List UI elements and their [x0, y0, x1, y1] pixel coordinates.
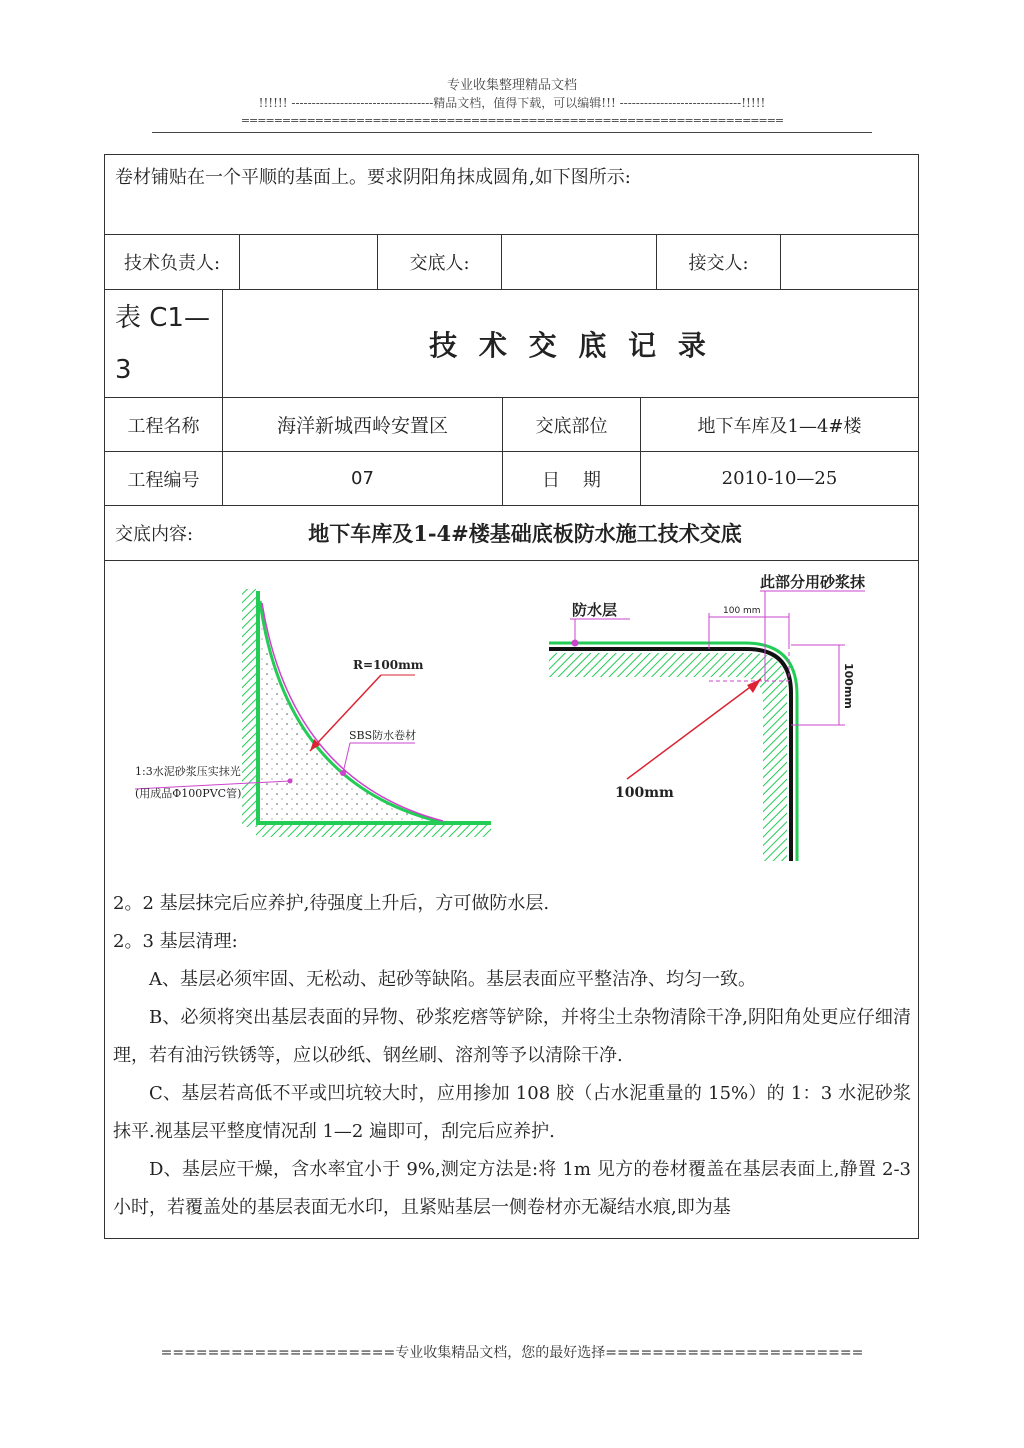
dim-side-label: 100mm — [842, 663, 855, 709]
paragraph-a: A、基层必须牢固、无松动、起砂等缺陷。基层表面应平整洁净、均匀一致。 — [149, 969, 756, 990]
intro-text: 卷材铺贴在一个平顺的基面上。要求阴阳角抹成圆角,如下图所示: — [115, 167, 631, 188]
paragraph-2-3: 2。3 基层清理: — [113, 931, 238, 952]
content-title: 地下车库及1-4#楼基础底板防水施工技术交底 — [308, 521, 742, 546]
date-label: 日 期 — [503, 452, 641, 505]
radius-label: R=100mm — [353, 658, 424, 672]
project-number-row — [105, 452, 918, 506]
discloser-label: 交底人: — [378, 235, 502, 289]
tech-lead-field[interactable] — [240, 235, 378, 289]
header-rule: ================================================================== — [240, 114, 784, 127]
wall-hatch — [242, 589, 256, 827]
tech-lead-label: 技术负责人: — [105, 235, 240, 289]
date-value: 2010-10—25 — [721, 468, 838, 489]
receiver-label: 接交人: — [657, 235, 781, 289]
disclosure-form — [104, 154, 919, 1239]
intro-row — [105, 155, 918, 235]
project-name-label: 工程名称 — [105, 398, 223, 451]
footer-banner: ====================专业收集精品文档，您的最好选择====================== — [160, 1345, 864, 1361]
project-number-value: 07 — [223, 452, 503, 505]
corner-diagrams — [105, 561, 918, 876]
outside-corner-diagram — [549, 573, 866, 861]
disclosure-part-value: 地下车库及1—4#楼 — [697, 415, 862, 437]
title-row — [105, 290, 918, 398]
project-name-value: 海洋新城西岭安置区 — [223, 398, 503, 451]
paragraph-c: C、基层若高低不平或凹坑较大时，应用掺加 108 胶（占水泥重量的 15%）的 1：3 水泥砂浆抹平.视基层平整度情况刮 1—2 遍即可，刮完后应养护. — [113, 1083, 911, 1142]
paragraph-d: D、基层应干燥，含水率宜小于 9%,测定方法是:将 1m 见方的卷材覆盖在基层表面上,静置 2-3 小时，若覆盖处的基层表面无水印，且紧贴基层一侧卷材亦无凝结水痕,即为基 — [113, 1159, 911, 1218]
paragraph-b: B、必须将突出基层表面的异物、砂浆疙瘩等铲除，并将尘土杂物清除干净,阴阳角处更应仔细清理，若有油污铁锈等，应以砂纸、钢丝刷、溶剂等予以清除干净. — [113, 1007, 911, 1066]
waterproof-label: 防水层 — [572, 601, 618, 619]
form-code-line1: 表 C1— — [115, 302, 210, 333]
form-code-line2: 3 — [115, 354, 132, 385]
form-code — [105, 290, 223, 397]
outside-radius-label: 100mm — [615, 785, 674, 801]
mortar-label-line1: 1:3水泥砂浆压实抹光 — [135, 765, 241, 778]
receiver-field[interactable] — [781, 235, 918, 289]
disclosure-part-label: 交底部位 — [503, 398, 641, 451]
outside-radius-leader — [627, 679, 761, 779]
body-text — [113, 885, 911, 1227]
content-title-row — [105, 506, 918, 561]
header-banner: !!!!!! -----------------------------------精品文档，值得下载，可以编辑!!! ------------------------------!!!!! — [258, 96, 766, 110]
figure-area — [105, 561, 918, 876]
mortar-fill — [258, 601, 445, 823]
project-name-row — [105, 398, 918, 452]
project-number-label: 工程编号 — [105, 452, 223, 505]
mortar-label-line2: (用成品Φ100PVC管) — [135, 787, 242, 800]
signature-row — [105, 235, 918, 290]
floor-hatch — [256, 825, 491, 837]
paragraph-2-2: 2。2 基层抹完后应养护,待强度上升后，方可做防水层. — [113, 893, 550, 914]
form-title: 技 术 交 底 记 录 — [429, 328, 712, 362]
content-label: 交底内容: — [115, 524, 194, 545]
inside-corner-diagram — [135, 589, 491, 837]
sbs-label: SBS防水卷材 — [349, 729, 417, 742]
dim-top-label: 100 mm — [723, 606, 761, 616]
mortar-part-label: 此部分用砂浆抹 — [760, 573, 866, 591]
discloser-field[interactable] — [502, 235, 657, 289]
header-title: 专业收集整理精品文档 — [446, 78, 577, 93]
header-divider — [152, 132, 872, 133]
